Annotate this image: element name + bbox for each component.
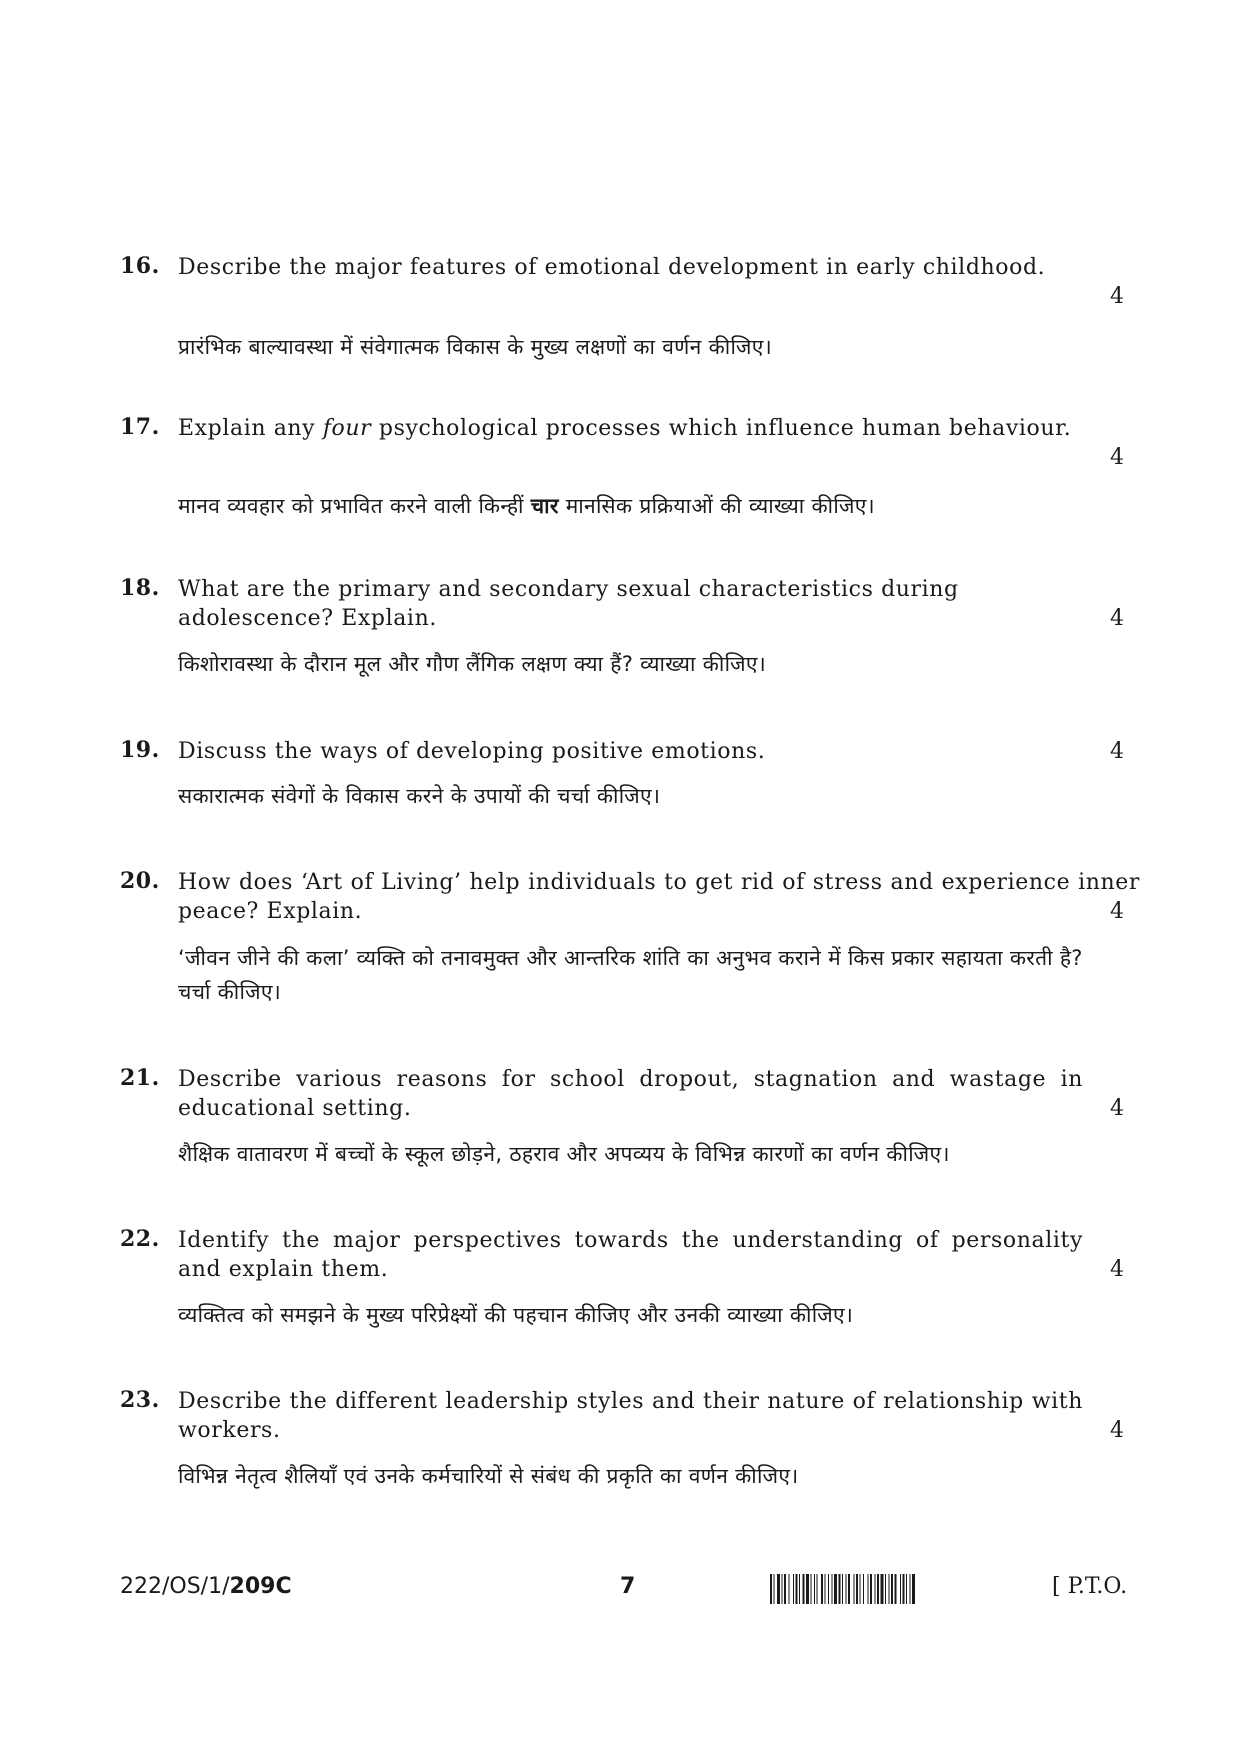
question-text-hindi: मानव व्यवहार को प्रभावित करने वाली किन्हीं चार मानसिक प्रक्रियाओं की व्याख्या कीजिए। xyxy=(178,494,875,518)
question-text-english: Describe the major features of emotional development in early childhood. xyxy=(178,255,1046,280)
paper-code: 222/OS/1/209C xyxy=(120,1574,292,1599)
question-number: 22. xyxy=(120,1226,160,1252)
question-text-hindi: प्रारंभिक बाल्यावस्था में संवेगात्मक विकास के मुख्य लक्षणों का वर्णन कीजिए। xyxy=(178,335,772,359)
question-number: 21. xyxy=(120,1065,160,1091)
question-marks: 4 xyxy=(1110,899,1124,924)
emphasis-char: चार xyxy=(530,494,559,518)
question-text-english: Describe the different leadership styles and their nature of relationship with workers. xyxy=(178,1389,1083,1443)
question-text-hindi: विभिन्न नेतृत्व शैलियाँ एवं उनके कर्मचारियों से संबंध की प्रकृति का वर्णन कीजिए। xyxy=(178,1464,799,1488)
question-marks: 4 xyxy=(1110,1418,1124,1443)
question-marks: 4 xyxy=(1110,445,1124,470)
question-number: 18. xyxy=(120,575,160,601)
question-marks: 4 xyxy=(1110,1096,1124,1121)
question-text-hindi: व्यक्तित्व को समझने के मुख्य परिप्रेक्ष्यों की पहचान कीजिए और उनकी व्याख्या कीजिए। xyxy=(178,1303,854,1327)
question-text-english: Identify the major perspectives towards the understanding of personality and explain them. xyxy=(178,1228,1083,1282)
pto-label: [ P.T.O. xyxy=(1052,1574,1128,1599)
question-text-hindi: ‘जीवन जीने की कला’ व्यक्ति को तनावमुक्त और आन्तरिक शांति का अनुभव कराने में किस प्रकार सहायता करती है? चर्चा कीजिए। xyxy=(178,946,1083,1004)
page-number: 7 xyxy=(620,1574,636,1599)
question-text-english: Discuss the ways of developing positive emotions. xyxy=(178,739,766,764)
question-text-hindi: किशोरावस्था के दौरान मूल और गौण लैंगिक लक्षण क्या हैं? व्याख्या कीजिए। xyxy=(178,652,767,676)
question-text-english: Describe various reasons for school dropout, stagnation and wastage in educational setting. xyxy=(178,1067,1083,1121)
question-number: 16. xyxy=(120,253,160,279)
barcode-icon xyxy=(770,1574,1038,1604)
question-number: 23. xyxy=(120,1387,160,1413)
emphasis-four: four xyxy=(322,416,372,441)
question-number: 17. xyxy=(120,414,160,440)
question-text-hindi: सकारात्मक संवेगों के विकास करने के उपायों की चर्चा कीजिए। xyxy=(178,784,661,808)
question-marks: 4 xyxy=(1110,739,1124,764)
question-number: 20. xyxy=(120,868,160,894)
question-text-english: Explain any four psychological processes which influence human behaviour. xyxy=(178,416,1072,441)
question-marks: 4 xyxy=(1110,284,1124,309)
question-marks: 4 xyxy=(1110,1257,1124,1282)
question-number: 19. xyxy=(120,737,160,763)
question-text-english: How does ‘Art of Living’ help individuals to get rid of stress and experience inner peace? Explain. xyxy=(178,870,1140,924)
question-text-english: What are the primary and secondary sexual characteristics during adolescence? Explain. xyxy=(178,577,959,631)
question-text-hindi: शैक्षिक वातावरण में बच्चों के स्कूल छोड़ने, ठहराव और अपव्यय के विभिन्न कारणों का वर्णन कीजिए। xyxy=(178,1142,950,1166)
page-footer xyxy=(120,1574,1140,1614)
question-marks: 4 xyxy=(1110,606,1124,631)
